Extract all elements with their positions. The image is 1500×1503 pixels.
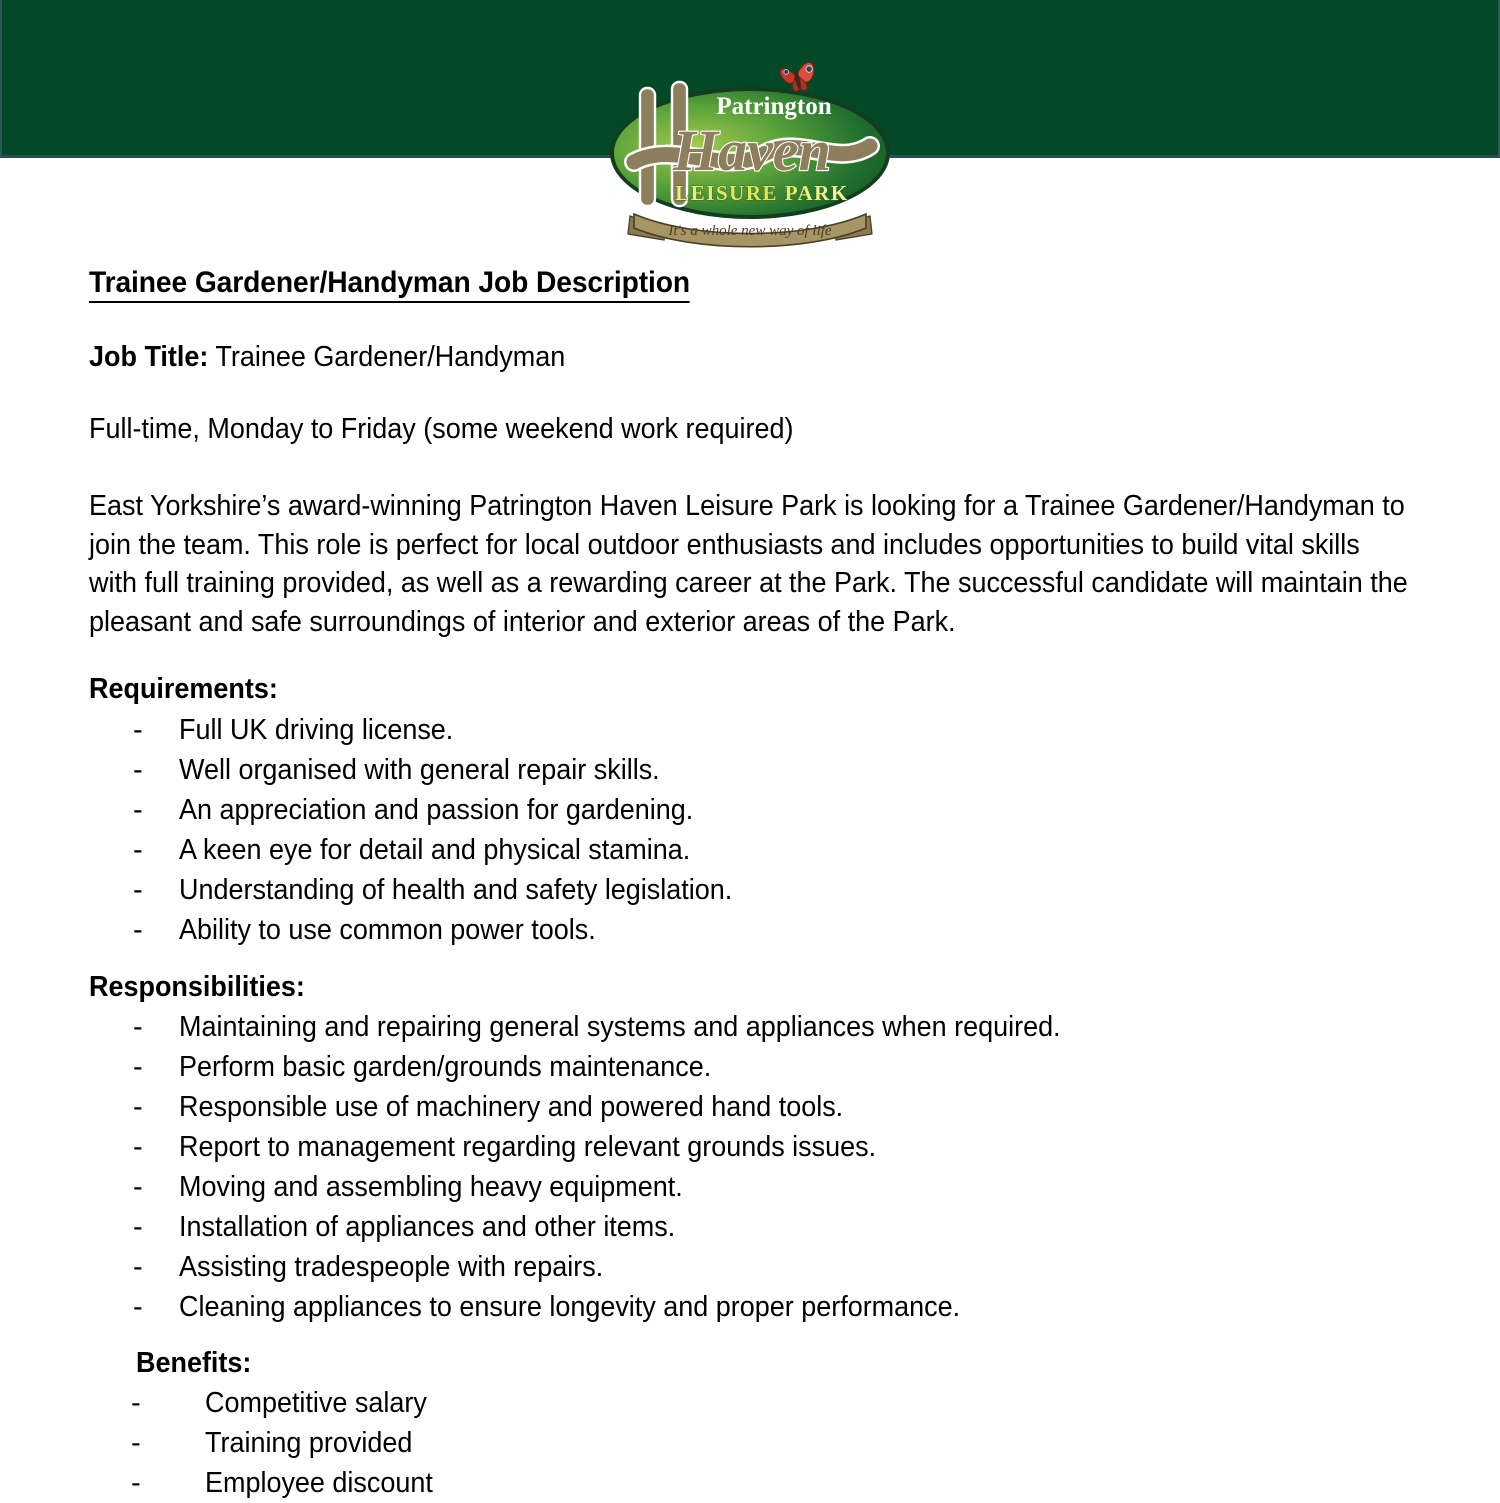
- bullet-dash: -: [133, 1211, 143, 1243]
- intro-paragraph: East Yorkshire’s award-winning Patrington Haven Leisure Park is looking for a Trainee Gardener/Handyman to join the team. This role is perfect for local outdoor enthusiasts and includes opportunities to build vital skills with full training provided, as well as a rewarding career at the Park. The successful candidate will maintain the pleasant and safe surroundings of interior and exterior areas of the Park.: [89, 490, 1408, 638]
- bullet-dash: -: [133, 874, 143, 906]
- bullet-dash: -: [133, 1171, 143, 1203]
- logo-script-haven: Haven: [673, 118, 831, 183]
- logo-brand-sub: LEISURE PARK: [675, 181, 849, 205]
- bullet-dash: -: [133, 1011, 143, 1043]
- bullet-dash: -: [131, 1387, 141, 1419]
- list-item-label: Full UK driving license.: [179, 714, 454, 746]
- bullet-dash: -: [133, 794, 143, 826]
- list-item-label: Moving and assembling heavy equipment.: [179, 1171, 683, 1203]
- list-item-label: Responsible use of machinery and powered hand tools.: [179, 1091, 844, 1123]
- bullet-dash: -: [133, 1051, 143, 1083]
- bullet-dash: -: [131, 1427, 141, 1459]
- list-item-label: Competitive salary: [205, 1387, 427, 1419]
- job-title-value: Trainee Gardener/Handyman: [208, 341, 566, 373]
- bullet-dash: -: [133, 914, 143, 946]
- logo-tagline: It's a whole new way of life: [668, 223, 832, 239]
- list-item-label: A keen eye for detail and physical stamina.: [179, 834, 691, 866]
- list-item-label: An appreciation and passion for gardening.: [179, 794, 694, 826]
- bullet-dash: -: [133, 754, 143, 786]
- logo-svg: [604, 58, 896, 248]
- list-item-label: Understanding of health and safety legislation.: [179, 874, 733, 906]
- bullet-dash: -: [133, 834, 143, 866]
- job-title-line: [89, 341, 565, 374]
- section-heading-responsibilities: Responsibilities:: [89, 971, 305, 1003]
- bullet-dash: -: [133, 714, 143, 746]
- list-item-label: Training provided: [205, 1427, 413, 1459]
- bullet-dash: -: [133, 1091, 143, 1123]
- job-title-label: Job Title:: [89, 341, 209, 373]
- list-item-label: Assisting tradespeople with repairs.: [179, 1251, 604, 1283]
- bullet-dash: -: [133, 1291, 143, 1323]
- section-heading-benefits: Benefits:: [136, 1347, 252, 1379]
- patrington-haven-logo: [604, 58, 896, 248]
- list-item-label: Cleaning appliances to ensure longevity and proper performance.: [179, 1291, 961, 1323]
- section-heading-requirements: Requirements:: [89, 673, 278, 705]
- logo-brand-top: Patrington: [716, 93, 832, 120]
- list-item-label: Maintaining and repairing general systems and appliances when required.: [179, 1011, 1061, 1043]
- list-item-label: Ability to use common power tools.: [179, 914, 596, 946]
- list-item-label: Perform basic garden/grounds maintenance.: [179, 1051, 712, 1083]
- page-title: Trainee Gardener/Handyman Job Description: [89, 266, 690, 303]
- hours-line: Full-time, Monday to Friday (some weekend work required): [89, 413, 794, 445]
- bullet-dash: -: [133, 1131, 143, 1163]
- bullet-dash: -: [131, 1467, 141, 1499]
- list-item-label: Employee discount: [205, 1467, 433, 1499]
- list-item-label: Installation of appliances and other items.: [179, 1211, 676, 1243]
- bullet-dash: -: [133, 1251, 143, 1283]
- list-item-label: Well organised with general repair skills.: [179, 754, 660, 786]
- list-item-label: Report to management regarding relevant grounds issues.: [179, 1131, 877, 1163]
